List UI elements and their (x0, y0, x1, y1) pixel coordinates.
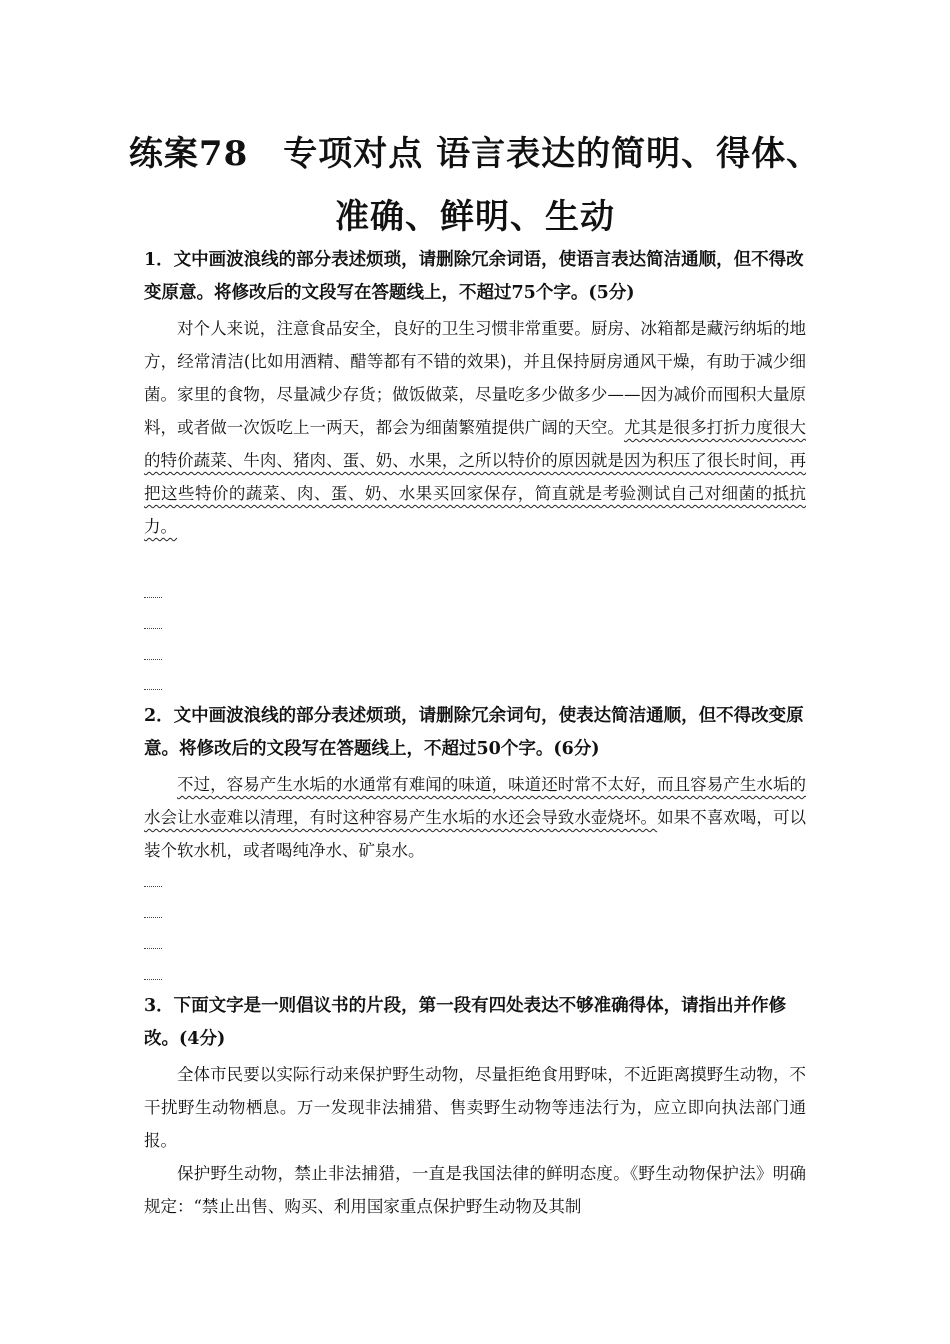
answer-line[interactable] (144, 689, 162, 690)
question-3-prompt: 3．下面文字是一则倡议书的片段，第一段有四处表达不够准确得体，请指出并作修改。(4分) (144, 996, 787, 1049)
answer-line[interactable] (144, 886, 162, 887)
question-2-wavy-text: 不过，容易产生水垢的水通常有难闻的味道，味道还时常不太好，而且容易产生水垢的水会让水壶难以清理，有时这种容易产生水垢的水还会导致水壶烧坏。 (144, 775, 806, 827)
question-1-plain-text: 对个人来说，注意食品安全，良好的卫生习惯非常重要。厨房、冰箱都是藏污纳垢的地方，经常清洁(比如用酒精、醋等都有不错的效果)，并且保持厨房通风干燥，有助于减少细菌。家里的食物，尽量减少存货；做饭做菜，尽量吃多少做多少——因为减价而囤积大量原料，或者做一次饭吃上一两天，都会为细菌繁殖提供广阔的天空。 (144, 319, 806, 437)
question-1-wavy-text: 尤其是很多打折力度很大的特价蔬菜、牛肉、猪肉、蛋、奶、水果，之所以特价的原因就是因为积压了很长时间，再把这些特价的蔬菜、肉、蛋、奶、水果买回家保存，简直就是考验测试自己对细菌的抵抗力。 (144, 418, 807, 536)
question-2-passage (144, 768, 806, 867)
answer-line[interactable] (144, 948, 162, 949)
answer-line[interactable] (144, 917, 162, 918)
answer-line[interactable] (144, 979, 162, 980)
question-2-prompt: 2．文中画波浪线的部分表述烦琐，请删除冗余词句，使表达简洁通顺，但不得改变原意。将修改后的文段写在答题线上，不超过50个字。(6分) (144, 706, 804, 759)
question-3-paragraph-1: 全体市民要以实际行动来保护野生动物，尽量拒绝食用野味，不近距离摸野生动物，不干扰野生动物栖息。万一发现非法捕猎、售卖野生动物等违法行为，应立即向执法部门通报。 (144, 1065, 806, 1150)
question-3-paragraph-2: 保护野生动物，禁止非法捕猎，一直是我国法律的鲜明态度。《野生动物保护法》明确规定：“禁止出售、购买、利用国家重点保护野生动物及其制 (144, 1164, 806, 1216)
question-1-prompt: 1．文中画波浪线的部分表述烦琐，请删除冗余词语，使语言表达简洁通顺，但不得改变原意。将修改后的文段写在答题线上，不超过75个字。(5分) (144, 250, 804, 303)
question-1-passage (144, 312, 806, 543)
answer-line[interactable] (144, 628, 162, 629)
page-title-line1: 练案78 专项对点 语言表达的简明、得体、 (128, 134, 822, 174)
answer-line[interactable] (144, 659, 162, 660)
question-2-plain-text: 如果不喜欢喝，可以装个软水机，或者喝纯净水、矿泉水。 (144, 808, 807, 860)
page-title-line2: 准确、鲜明、生动 (335, 197, 615, 237)
answer-line[interactable] (144, 597, 162, 598)
